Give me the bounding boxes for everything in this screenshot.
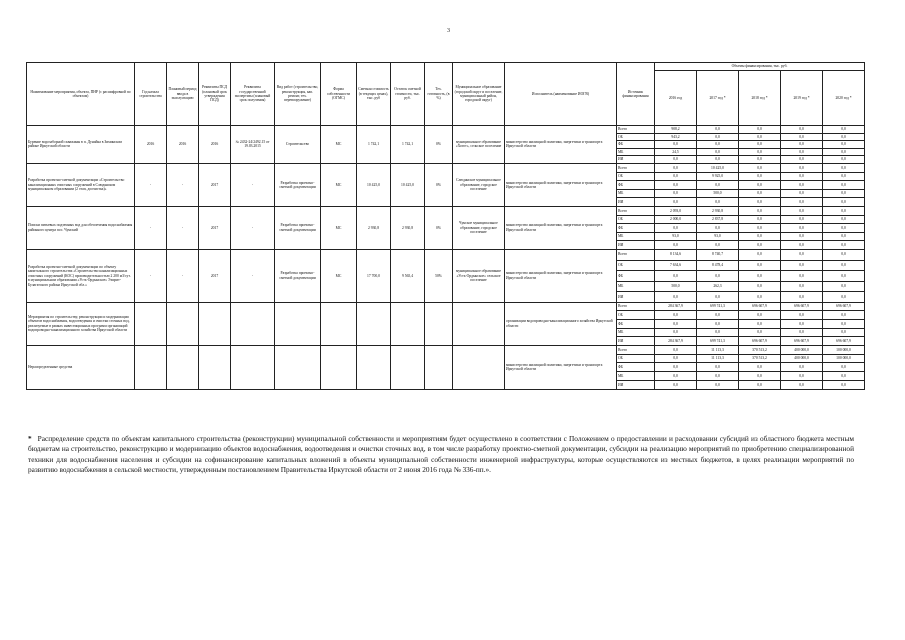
- cell-funding-source: Всего: [617, 345, 655, 354]
- cell-funding-value: 0,0: [823, 241, 865, 250]
- table-row: [27, 345, 865, 354]
- cell-ownership: [321, 345, 357, 389]
- cell-funding-source: ОБ: [617, 172, 655, 181]
- cell-funding-value: 0,0: [823, 189, 865, 198]
- cell-psd: 2016: [199, 126, 231, 164]
- cell-funding-value: 0,0: [697, 328, 739, 337]
- cell-work: Разработка проектно-сметной документации: [275, 206, 321, 249]
- cell-funding-value: 0,0: [781, 224, 823, 233]
- cell-ownership: МС: [321, 206, 357, 249]
- cell-funding-value: 0,0: [655, 345, 697, 354]
- cell-funding-value: 0,0: [781, 241, 823, 250]
- cell-funding-value: 0,0: [781, 198, 823, 207]
- cell-municipality: Слюдянское муниципальное образование, городское поселение: [453, 163, 505, 206]
- cell-period: [167, 345, 199, 389]
- year-header: 2020 год *: [823, 71, 865, 126]
- cell-funding-value: 0,0: [697, 241, 739, 250]
- cell-municipality: [453, 345, 505, 389]
- cell-executor: министерство жилищной политики, энергетики и транспорта Иркутской области: [505, 163, 617, 206]
- year-header: 2016 год: [655, 71, 697, 126]
- cell-funding-value: 696 607,9: [823, 302, 865, 311]
- cell-funding-value: 500,0: [655, 281, 697, 292]
- cell-funding-value: 0,0: [739, 181, 781, 190]
- cell-name: Мероприятия по строительству, реконструкции и модернизации объектов водоснабжения, водоотведения и очистки сточных вод, реализуемые в рамках инвестиционных программ организаций водопроводно-канализационного хозяйства Иркутской области: [27, 302, 135, 345]
- cell-executor: министерство жилищной политики, энергетики и транспорта Иркутской области: [505, 345, 617, 389]
- cell-funding-value: 0,0: [739, 133, 781, 141]
- cell-funding-value: 0,0: [781, 189, 823, 198]
- cell-funding-value: 0,0: [697, 181, 739, 190]
- cell-expertise: -: [231, 249, 275, 302]
- cell-funding-value: 0,0: [739, 172, 781, 181]
- cell-funding-value: 0,0: [739, 163, 781, 172]
- footnote-text: Распределение средств по объектам капитального строительства (реконструкции) муниципальной собственности и мероприятиям будет осуществлено в соответствии с Положением о предоставлении и расходовании субсидий из областного бюджета местным бюджетам на строительство, реконструкцию и модернизацию объектов водоснабжения, водоотведения и очистки сточных вод, в том числе разработку проектно-сметной документации, субсидии на реализацию мероприятий по приобретению специализированной техники для водоснабжения населения и субсидии на софинансирование капитальных вложений в объекты муниципальной собственности инженерной инфраструктуры, которые осуществляются из местных бюджетов, в целях реализации мероприятий по развитию водоснабжения в сельской местности, утвержденным постановлением Правительства Иркутской области от 2 июня 2016 года № 336-пп.».: [28, 434, 854, 475]
- cell-funding-value: 9 925,0: [697, 172, 739, 181]
- cell-funding-value: 0,0: [655, 224, 697, 233]
- cell-funding-value: 0,0: [781, 328, 823, 337]
- cell-funding-value: 0,0: [697, 148, 739, 156]
- table-row: [27, 206, 865, 215]
- cell-funding-value: 0,0: [823, 156, 865, 164]
- header-cell: Муниципальное образование (городской округ и поселение, муниципальный район, городской округ): [453, 63, 505, 126]
- cell-funding-value: 0,0: [739, 126, 781, 134]
- cell-funding-value: 943,2: [655, 133, 697, 141]
- cell-funding-source: МБ: [617, 232, 655, 241]
- cell-funding-value: 0,0: [823, 372, 865, 381]
- header-cell: Вид работ (строительство, реконструкция, кап. ремонт, тех. перевооружение): [275, 63, 321, 126]
- cell-name: Бурение водозаборной скважины в п. Дунайка в Зиминском районе Иркутской области: [27, 126, 135, 164]
- header-cell: Плановый период ввода в эксплуатацию: [167, 63, 199, 126]
- cell-cost: [357, 345, 391, 389]
- cell-funding-value: 0,0: [823, 224, 865, 233]
- cell-name: Разработка проектно-сметной документации по объекту капитального строительства «Строительство канализационных очистных сооружений (КОС) производительностью 2 200 м3/сут. в муниципальном образовании «Усть-Ордынское» Эхирит-Булагатского района Иркутской обл.»: [27, 249, 135, 302]
- cell-readiness: 0%: [425, 206, 453, 249]
- cell-ownership: [321, 302, 357, 345]
- cell-work: Строительство: [275, 126, 321, 164]
- cell-funding-value: 0,0: [823, 320, 865, 329]
- footnote-mark: *: [28, 434, 32, 443]
- cell-funding-value: 0,0: [781, 271, 823, 282]
- cell-funding-value: 0,0: [697, 320, 739, 329]
- cell-funding-value: 0,0: [655, 156, 697, 164]
- cell-funding-value: 0,0: [739, 281, 781, 292]
- cell-funding-value: 0,0: [823, 206, 865, 215]
- cell-readiness: 0%: [425, 126, 453, 164]
- cell-funding-value: 0,0: [739, 320, 781, 329]
- cell-funding-value: 0,0: [781, 292, 823, 303]
- cell-funding-value: 0,0: [655, 172, 697, 181]
- cell-remainder: [391, 302, 425, 345]
- cell-funding-source: ОБ: [617, 354, 655, 363]
- cell-funding-value: 11 113,3: [697, 345, 739, 354]
- cell-funding-source: Всего: [617, 206, 655, 215]
- cell-funding-value: 0,0: [823, 198, 865, 207]
- cell-expertise: [231, 345, 275, 389]
- table-header-row: [27, 63, 865, 71]
- cell-funding-value: 262,3: [697, 281, 739, 292]
- cell-work: [275, 302, 321, 345]
- cell-funding-value: 0,0: [781, 381, 823, 390]
- cell-readiness: 50%: [425, 249, 453, 302]
- year-header: 2017 год *: [697, 71, 739, 126]
- cell-funding-value: 0,0: [739, 232, 781, 241]
- cell-funding-value: 2 837,8: [697, 215, 739, 224]
- cell-funding-value: 0,0: [781, 311, 823, 320]
- cell-funding-value: 0,0: [781, 156, 823, 164]
- cell-funding-value: 0,0: [823, 363, 865, 372]
- cell-start: 2016: [135, 126, 167, 164]
- cell-funding-value: 0,0: [655, 163, 697, 172]
- cell-funding-source: ОБ: [617, 215, 655, 224]
- cell-funding-value: 11 113,3: [697, 354, 739, 363]
- cell-start: -: [135, 249, 167, 302]
- cell-funding-value: 0,0: [655, 292, 697, 303]
- cell-funding-value: 0,0: [823, 181, 865, 190]
- cell-funding-value: 0,0: [823, 126, 865, 134]
- cell-start: [135, 302, 167, 345]
- cell-remainder: [391, 345, 425, 389]
- cell-funding-value: 400 000,0: [781, 354, 823, 363]
- cell-work: Разработка проектно-сметной документации: [275, 249, 321, 302]
- cell-period: -: [167, 163, 199, 206]
- header-cell: Реквизиты государственной экспертизы (плановый срок получения): [231, 63, 275, 126]
- cell-funding-value: 0,0: [823, 172, 865, 181]
- cell-funding-value: 0,0: [739, 215, 781, 224]
- cell-funding-value: 0,0: [739, 148, 781, 156]
- cell-start: -: [135, 163, 167, 206]
- cell-funding-source: МБ: [617, 372, 655, 381]
- cell-funding-value: 0,0: [823, 311, 865, 320]
- cell-remainder: 10 425,0: [391, 163, 425, 206]
- header-cell: Сметная стоимость (в текущих ценах), тыс. руб: [357, 63, 391, 126]
- cell-funding-value: 0,0: [697, 372, 739, 381]
- cell-funding-value: 0,0: [655, 381, 697, 390]
- cell-funding-value: 0,0: [655, 311, 697, 320]
- cell-work: [275, 345, 321, 389]
- cell-ownership: МС: [321, 126, 357, 164]
- cell-funding-value: 0,0: [697, 271, 739, 282]
- cell-psd: [199, 302, 231, 345]
- cell-funding-value: 0,0: [739, 372, 781, 381]
- cell-funding-value: 0,0: [739, 260, 781, 271]
- header-cell: Тех. готовность, (в %): [425, 63, 453, 126]
- header-cell: Остаток сметной стоимости, тыс. руб.: [391, 63, 425, 126]
- cell-work: Разработка проектно-сметной документации: [275, 163, 321, 206]
- cell-readiness: [425, 302, 453, 345]
- cell-start: -: [135, 206, 167, 249]
- cell-funding-value: 0,0: [739, 224, 781, 233]
- cell-funding-value: 370 513,2: [739, 354, 781, 363]
- cell-funding-source: ИИ: [617, 337, 655, 346]
- cell-funding-source: ОБ: [617, 133, 655, 141]
- cell-psd: [199, 345, 231, 389]
- cell-period: -: [167, 206, 199, 249]
- cell-funding-source: ФБ: [617, 181, 655, 190]
- cell-funding-value: 0,0: [823, 292, 865, 303]
- cell-funding-value: 696 607,9: [781, 337, 823, 346]
- cell-funding-value: 0,0: [739, 363, 781, 372]
- cell-funding-value: 284 367,9: [655, 302, 697, 311]
- cell-period: 2016: [167, 126, 199, 164]
- cell-funding-source: ФБ: [617, 363, 655, 372]
- year-header: 2018 год *: [739, 71, 781, 126]
- cell-funding-value: 0,0: [697, 311, 739, 320]
- cell-funding-value: 0,0: [781, 363, 823, 372]
- cell-funding-value: 0,0: [655, 189, 697, 198]
- cell-funding-value: 0,0: [697, 133, 739, 141]
- cell-funding-value: 7 634,6: [655, 260, 697, 271]
- cell-funding-value: 10 425,0: [697, 163, 739, 172]
- cell-period: [167, 302, 199, 345]
- cell-funding-value: 0,0: [823, 232, 865, 241]
- page-number: 3: [447, 28, 450, 34]
- cell-funding-value: 0,0: [739, 249, 781, 260]
- cell-funding-source: ИИ: [617, 241, 655, 250]
- cell-funding-value: 8 134,6: [655, 249, 697, 260]
- cell-funding-source: МБ: [617, 189, 655, 198]
- cell-executor: министерство жилищной политики, энергетики и транспорта Иркутской области: [505, 206, 617, 249]
- cell-remainder: 2 930,8: [391, 206, 425, 249]
- footnote: [28, 434, 854, 475]
- cell-ownership: МС: [321, 249, 357, 302]
- cell-funding-value: 0,0: [823, 281, 865, 292]
- cell-funding-value: 400 000,0: [781, 345, 823, 354]
- cell-funding-source: ФБ: [617, 320, 655, 329]
- cell-funding-value: 0,0: [739, 241, 781, 250]
- cell-funding-value: 0,0: [739, 156, 781, 164]
- cell-funding-value: 0,0: [823, 133, 865, 141]
- cell-funding-source: Всего: [617, 163, 655, 172]
- cell-funding-value: 0,0: [739, 311, 781, 320]
- table-row: [27, 163, 865, 172]
- cell-funding-value: 100 000,0: [823, 345, 865, 354]
- cell-funding-value: 370 513,2: [739, 345, 781, 354]
- cell-funding-value: 0,0: [781, 281, 823, 292]
- table-row: [27, 126, 865, 134]
- cell-municipality: Чунское муниципальное образование, городское поселение: [453, 206, 505, 249]
- cell-executor: министерство жилищной политики, энергетики и транспорта Иркутской области: [505, 126, 617, 164]
- cell-funding-value: 0,0: [697, 126, 739, 134]
- cell-funding-value: 0,0: [697, 363, 739, 372]
- cell-funding-value: 0,0: [781, 249, 823, 260]
- cell-funding-value: 0,0: [739, 381, 781, 390]
- header-cell: Год начала строительства: [135, 63, 167, 126]
- cell-start: [135, 345, 167, 389]
- cell-funding-value: 0,0: [823, 249, 865, 260]
- cell-funding-value: 0,0: [739, 328, 781, 337]
- cell-funding-value: 2 930,8: [697, 206, 739, 215]
- cell-funding-value: 699 741,3: [697, 337, 739, 346]
- cell-funding-value: 699 741,3: [697, 302, 739, 311]
- cell-funding-value: 0,0: [739, 198, 781, 207]
- cell-name: Поиски питьевых подземных вод для обеспечения водоснабжения районного центра пос. Чунский: [27, 206, 135, 249]
- cell-funding-value: 0,0: [823, 148, 865, 156]
- cell-expertise: -: [231, 206, 275, 249]
- cell-funding-source: ИИ: [617, 198, 655, 207]
- cell-readiness: [425, 345, 453, 389]
- cell-funding-value: 0,0: [781, 320, 823, 329]
- cell-funding-value: 0,0: [823, 215, 865, 224]
- funding-title: Объемы финансирования, тыс. руб.: [655, 63, 865, 71]
- cell-funding-value: 0,0: [823, 328, 865, 337]
- cell-funding-value: 0,0: [655, 328, 697, 337]
- cell-funding-value: 0,0: [781, 260, 823, 271]
- cell-funding-value: 0,0: [697, 141, 739, 149]
- cell-executor: организации водопроводно-канализационного хозяйства Иркутской области: [505, 302, 617, 345]
- cell-funding-source: ФБ: [617, 271, 655, 282]
- header-cell: Источник финансирования: [617, 63, 655, 126]
- cell-funding-value: 696 607,9: [739, 302, 781, 311]
- cell-funding-value: 2 000,0: [655, 215, 697, 224]
- cell-funding-value: 0,0: [655, 241, 697, 250]
- cell-funding-value: 0,0: [655, 141, 697, 149]
- cell-name: Нераспределенные средства: [27, 345, 135, 389]
- cell-funding-value: 0,0: [739, 206, 781, 215]
- cell-funding-source: ИИ: [617, 381, 655, 390]
- cell-funding-value: 0,0: [655, 320, 697, 329]
- cell-funding-source: ОБ: [617, 260, 655, 271]
- cell-funding-value: 0,0: [823, 141, 865, 149]
- cell-funding-value: 93,0: [697, 232, 739, 241]
- cell-funding-value: 0,0: [823, 271, 865, 282]
- cell-period: -: [167, 249, 199, 302]
- cell-funding-value: 0,0: [655, 271, 697, 282]
- header-cell: Форма собственности (ОГМС): [321, 63, 357, 126]
- cell-funding-value: 0,0: [823, 260, 865, 271]
- cell-readiness: 0%: [425, 163, 453, 206]
- cell-funding-value: 0,0: [781, 141, 823, 149]
- cell-funding-value: 0,0: [781, 148, 823, 156]
- cell-funding-value: 0,0: [781, 126, 823, 134]
- cell-funding-value: 0,0: [655, 372, 697, 381]
- cell-cost: 1 742,1: [357, 126, 391, 164]
- cell-remainder: 1 742,1: [391, 126, 425, 164]
- table-row: [27, 249, 865, 260]
- cell-remainder: 9 565,4: [391, 249, 425, 302]
- cell-funding-source: Всего: [617, 302, 655, 311]
- cell-funding-value: 0,0: [823, 163, 865, 172]
- cell-funding-value: 0,0: [781, 133, 823, 141]
- header-cell: Наименование мероприятия, объекта, ПНР (с расшифровкой по объектам): [27, 63, 135, 126]
- cell-funding-source: ИИ: [617, 292, 655, 303]
- year-header: 2019 год *: [781, 71, 823, 126]
- cell-funding-source: ФБ: [617, 141, 655, 149]
- cell-funding-value: 0,0: [781, 206, 823, 215]
- cell-funding-value: 8 740,7: [697, 249, 739, 260]
- cell-municipality: муниципальное образование «Хогот», сельское поселение: [453, 126, 505, 164]
- cell-funding-value: 0,0: [655, 363, 697, 372]
- cell-expertise: № 2432-24/2492.15 от 19.03.2015: [231, 126, 275, 164]
- cell-funding-source: ИИ: [617, 156, 655, 164]
- cell-funding-value: 0,0: [781, 215, 823, 224]
- table-row: [27, 302, 865, 311]
- cell-funding-value: 0,0: [655, 181, 697, 190]
- cell-funding-value: 0,0: [823, 381, 865, 390]
- cell-cost: 17 700,0: [357, 249, 391, 302]
- cell-cost: [357, 302, 391, 345]
- cell-funding-value: 696 607,9: [739, 337, 781, 346]
- cell-municipality: [453, 302, 505, 345]
- funding-table: [26, 62, 865, 390]
- cell-funding-value: 0,0: [697, 381, 739, 390]
- cell-funding-source: Всего: [617, 249, 655, 260]
- cell-funding-value: 0,0: [781, 372, 823, 381]
- cell-funding-value: 100 000,0: [823, 354, 865, 363]
- cell-funding-value: 0,0: [655, 354, 697, 363]
- cell-funding-value: 0,0: [697, 198, 739, 207]
- cell-funding-value: 500,0: [697, 189, 739, 198]
- cell-expertise: -: [231, 163, 275, 206]
- cell-funding-value: 284 367,9: [655, 337, 697, 346]
- cell-funding-source: ФБ: [617, 224, 655, 233]
- cell-funding-source: МБ: [617, 281, 655, 292]
- header-cell: Реквизиты ПСД (плановый срок утверждения ПСД): [199, 63, 231, 126]
- cell-cost: 10 425,0: [357, 163, 391, 206]
- cell-psd: 2017: [199, 206, 231, 249]
- cell-funding-source: МБ: [617, 148, 655, 156]
- cell-funding-value: 0,0: [781, 163, 823, 172]
- cell-municipality: муниципальное образование «Усть-Ордынское» сельское поселение: [453, 249, 505, 302]
- cell-ownership: МС: [321, 163, 357, 206]
- table-body: [27, 126, 865, 390]
- cell-expertise: [231, 302, 275, 345]
- cell-funding-value: 8 478,4: [697, 260, 739, 271]
- cell-funding-value: 908,2: [655, 126, 697, 134]
- cell-funding-value: 0,0: [739, 141, 781, 149]
- cell-funding-value: 0,0: [697, 224, 739, 233]
- cell-psd: 2017: [199, 249, 231, 302]
- cell-funding-value: 0,0: [739, 189, 781, 198]
- cell-funding-value: 0,0: [739, 292, 781, 303]
- cell-funding-value: 93,0: [655, 232, 697, 241]
- cell-funding-value: 0,0: [697, 156, 739, 164]
- cell-name: Разработка проектно-сметной документации «Строительство канализационных очистных сооружений в Слюдянском муниципальном образовании (2 этап, доочистка)»: [27, 163, 135, 206]
- cell-funding-value: 0,0: [655, 198, 697, 207]
- cell-funding-value: 0,0: [781, 232, 823, 241]
- cell-psd: 2017: [199, 163, 231, 206]
- cell-funding-value: 0,0: [739, 271, 781, 282]
- cell-funding-value: 0,0: [781, 181, 823, 190]
- cell-funding-value: 0,0: [697, 292, 739, 303]
- cell-cost: 2 930,8: [357, 206, 391, 249]
- cell-funding-value: 2 093,0: [655, 206, 697, 215]
- cell-funding-source: Всего: [617, 126, 655, 134]
- cell-executor: министерство жилищной политики, энергетики и транспорта Иркутской области: [505, 249, 617, 302]
- cell-funding-value: 696 607,9: [781, 302, 823, 311]
- cell-funding-source: ОБ: [617, 311, 655, 320]
- header-cell: Исполнитель (наименование ИОГВ): [505, 63, 617, 126]
- cell-funding-value: 24,5: [655, 148, 697, 156]
- cell-funding-source: МБ: [617, 328, 655, 337]
- cell-funding-value: 696 607,9: [823, 337, 865, 346]
- cell-funding-value: 0,0: [781, 172, 823, 181]
